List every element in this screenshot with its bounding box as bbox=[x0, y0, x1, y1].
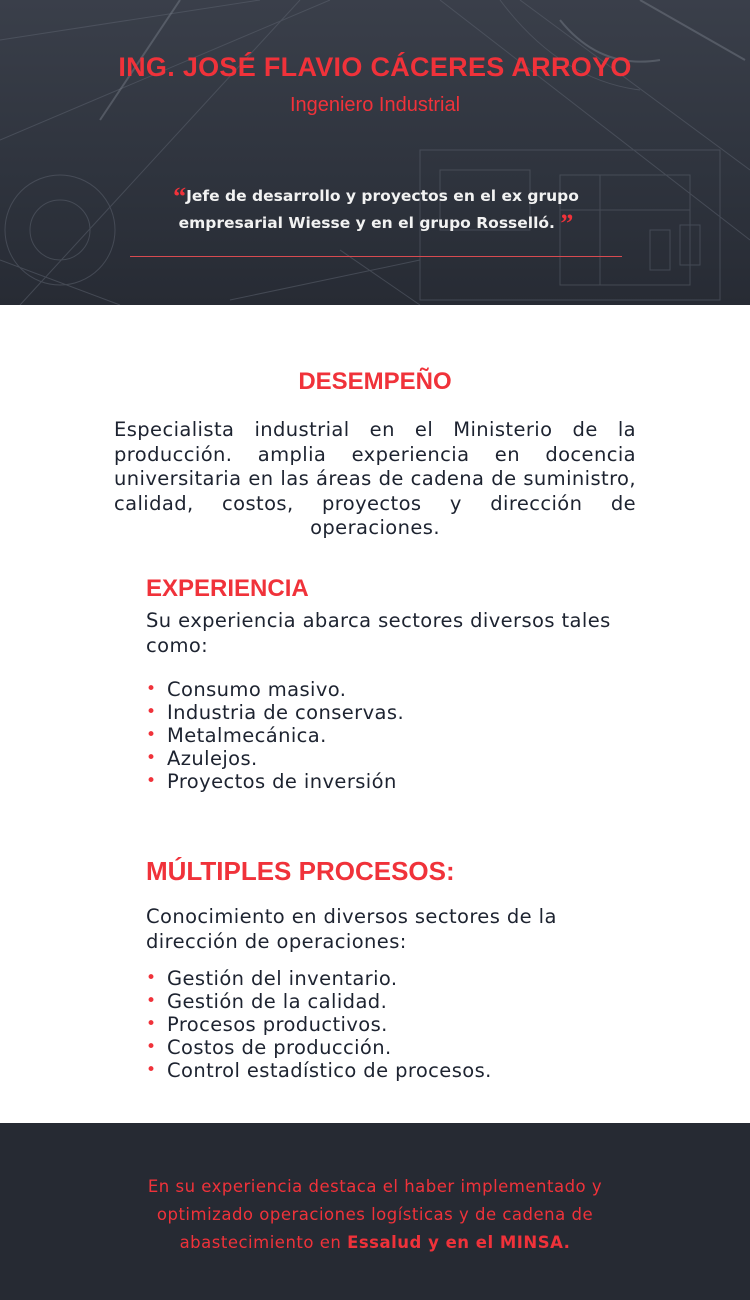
list-item-text: Industria de conservas. bbox=[167, 701, 405, 724]
experiencia-list bbox=[146, 678, 404, 793]
list-item-text: Consumo masivo. bbox=[167, 678, 347, 701]
bullet-icon: • bbox=[146, 725, 157, 745]
desempeno-paragraph: Especialista industrial en el Ministerio de la producción. amplia experiencia en docencia universitaria en las áreas de cadena de suministro, calidad, costos, proyectos y dirección de operaciones. bbox=[114, 418, 636, 539]
hero-quote bbox=[130, 183, 622, 237]
quote-divider bbox=[130, 256, 622, 257]
bullet-icon: • bbox=[146, 1014, 157, 1034]
list-item-text: Azulejos. bbox=[167, 747, 258, 770]
bullet-icon: • bbox=[146, 702, 157, 722]
bullet-icon: • bbox=[146, 1037, 157, 1057]
list-item-text: Metalmecánica. bbox=[167, 724, 327, 747]
bullet-icon: • bbox=[146, 748, 157, 768]
list-item bbox=[146, 1059, 492, 1082]
bullet-icon: • bbox=[146, 968, 157, 988]
list-item bbox=[146, 990, 492, 1013]
list-item-text: Control estadístico de procesos. bbox=[167, 1059, 492, 1082]
multiples-procesos-intro: Conocimiento en diversos sectores de la dirección de operaciones: bbox=[146, 905, 557, 953]
list-item bbox=[146, 747, 404, 770]
list-item-text: Gestión del inventario. bbox=[167, 967, 398, 990]
hero-banner bbox=[0, 0, 750, 305]
bullet-icon: • bbox=[146, 991, 157, 1011]
blueprint-background-illustration bbox=[0, 0, 750, 305]
quote-line-1: Jefe de desarrollo y proyectos en el ex grupo bbox=[186, 187, 579, 205]
footer-banner bbox=[0, 1123, 750, 1300]
footer-line-1: En su experiencia destaca el haber implementado y bbox=[147, 1177, 603, 1196]
open-quote-icon: “ bbox=[173, 182, 187, 211]
list-item-text: Gestión de la calidad. bbox=[167, 990, 388, 1013]
list-item bbox=[146, 967, 492, 990]
close-quote-icon: ” bbox=[560, 209, 574, 238]
list-item-text: Proyectos de inversión bbox=[167, 770, 397, 793]
bullet-icon: • bbox=[146, 771, 157, 791]
footer-highlight: Essalud y en el MINSA. bbox=[347, 1233, 571, 1252]
footer-line-3: abastecimiento en bbox=[179, 1233, 348, 1252]
footer-line-2: optimizado operaciones logísticas y de cadena de bbox=[156, 1205, 594, 1224]
list-item bbox=[146, 1013, 492, 1036]
person-profession: Ingeniero Industrial bbox=[289, 94, 461, 116]
list-item-text: Procesos productivos. bbox=[167, 1013, 388, 1036]
bullet-icon: • bbox=[146, 679, 157, 699]
list-item bbox=[146, 701, 404, 724]
desempeno-heading: DESEMPEÑO bbox=[298, 368, 452, 395]
person-name: ING. JOSÉ FLAVIO CÁCERES ARROYO bbox=[118, 52, 632, 82]
footer-text bbox=[100, 1173, 650, 1257]
multiples-procesos-heading: MÚLTIPLES PROCESOS: bbox=[146, 856, 455, 886]
list-item bbox=[146, 770, 404, 793]
list-item bbox=[146, 678, 404, 701]
experiencia-intro: Su experiencia abarca sectores diversos tales como: bbox=[146, 609, 611, 657]
list-item bbox=[146, 1036, 492, 1059]
multiples-procesos-list bbox=[146, 967, 492, 1082]
quote-line-2: empresarial Wiesse y en el grupo Rosselló. bbox=[178, 214, 555, 232]
experiencia-heading: EXPERIENCIA bbox=[146, 575, 309, 602]
bullet-icon: • bbox=[146, 1060, 157, 1080]
list-item bbox=[146, 724, 404, 747]
list-item-text: Costos de producción. bbox=[167, 1036, 392, 1059]
